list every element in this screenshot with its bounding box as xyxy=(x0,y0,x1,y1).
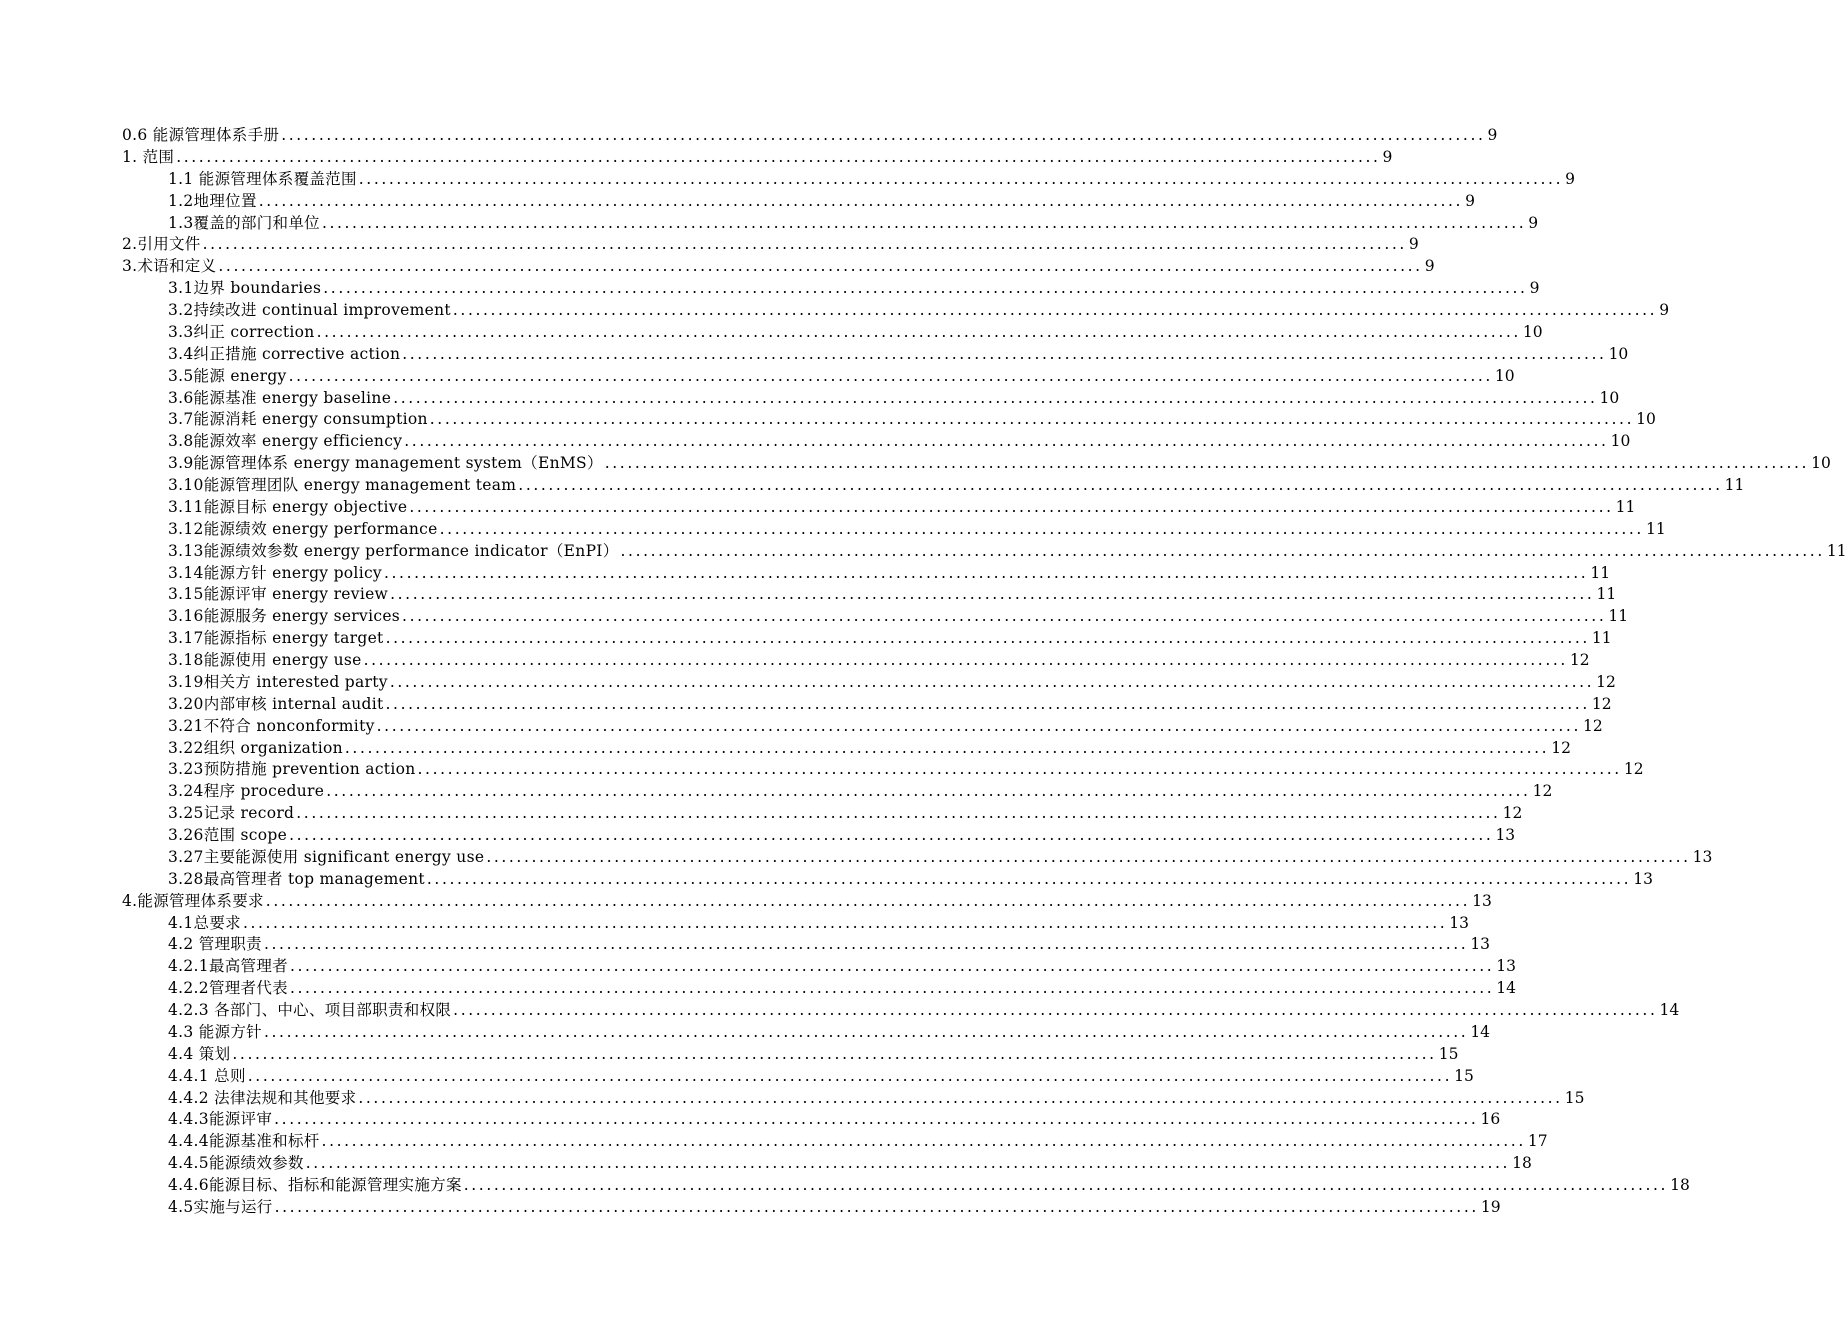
toc-entry-page: 13 xyxy=(1692,847,1713,866)
toc-entry-page: 12 xyxy=(1591,694,1612,713)
toc-leader-dots: ................................................................................................................................................................ xyxy=(463,1176,1669,1194)
toc-entry-label: 3.25记录 record xyxy=(168,804,295,823)
toc-entry-label: 4.3 能源方针 xyxy=(168,1022,262,1041)
toc-leader-dots: ................................................................................................................................................................ xyxy=(358,169,1564,188)
toc-leader-dots: ................................................................................................................................................................ xyxy=(242,913,1448,932)
toc-entry-page: 15 xyxy=(1438,1044,1459,1063)
toc-entry-label: 4.1总要求 xyxy=(168,913,241,932)
toc-leader-dots: ................................................................................................................................................................ xyxy=(288,366,1493,385)
toc-entry-label: 3.术语和定义 xyxy=(122,257,217,276)
toc-leader-dots: ................................................................................................................................................................ xyxy=(258,191,1464,210)
toc-leader-dots: ................................................................................................................................................................ xyxy=(316,322,1521,341)
toc-entry-page: 18 xyxy=(1512,1154,1532,1173)
toc-entry[interactable] xyxy=(0,475,1745,497)
toc-entry-page: 9 xyxy=(1528,213,1539,232)
toc-entry[interactable] xyxy=(0,847,1713,869)
toc-entry-label: 2.引用文件 xyxy=(122,235,201,254)
toc-entry-label: 3.7能源消耗 energy consumption xyxy=(168,410,428,429)
toc-entry-page: 11 xyxy=(1615,497,1636,516)
toc-entry-page: 13 xyxy=(1472,891,1492,910)
toc-entry-page: 13 xyxy=(1495,826,1516,844)
toc-leader-dots: ................................................................................................................................................................ xyxy=(604,454,1810,473)
toc-entry-label: 3.24程序 procedure xyxy=(168,782,325,801)
toc-entry[interactable] xyxy=(0,1066,1474,1088)
toc-entry[interactable] xyxy=(0,1000,1680,1022)
toc-entry[interactable] xyxy=(0,169,1575,191)
toc-entry-label: 1.1 能源管理体系覆盖范围 xyxy=(168,169,357,188)
toc-leader-dots: ................................................................................................................................................................ xyxy=(326,782,1531,801)
toc-entry-page: 9 xyxy=(1408,235,1419,254)
toc-leader-dots: ................................................................................................................................................................ xyxy=(358,1088,1563,1107)
toc-entry-page: 11 xyxy=(1608,607,1629,626)
toc-entry[interactable] xyxy=(0,563,1611,585)
toc-entry[interactable] xyxy=(0,234,1419,256)
toc-entry-label: 4.2 管理职责 xyxy=(168,935,262,954)
toc-entry-page: 14 xyxy=(1496,979,1517,998)
toc-entry-page: 9 xyxy=(1382,147,1393,166)
toc-entry-label: 3.17能源指标 energy target xyxy=(168,629,384,648)
toc-entry[interactable] xyxy=(0,803,1523,825)
toc-entry-page: 10 xyxy=(1494,366,1515,385)
toc-entry[interactable] xyxy=(0,628,1612,650)
toc-entry[interactable] xyxy=(0,1109,1501,1131)
toc-entry[interactable] xyxy=(0,497,1636,519)
toc-entry-page: 16 xyxy=(1480,1110,1501,1129)
toc-leader-dots: ................................................................................................................................................................ xyxy=(218,257,1423,276)
toc-entry-label: 3.18能源使用 energy use xyxy=(168,651,362,669)
toc-entry-page: 11 xyxy=(1590,563,1611,582)
toc-entry-page: 12 xyxy=(1502,804,1523,823)
toc-entry-page: 13 xyxy=(1633,869,1653,888)
toc-entry-label: 3.28最高管理者 top management xyxy=(168,869,425,888)
toc-entry[interactable] xyxy=(0,322,1543,344)
toc-entry-page: 15 xyxy=(1454,1066,1474,1085)
table-of-contents xyxy=(0,125,1847,1219)
toc-leader-dots: ................................................................................................................................................................ xyxy=(429,410,1635,429)
toc-entry[interactable] xyxy=(0,978,1517,1000)
toc-entry-page: 13 xyxy=(1449,913,1470,932)
toc-entry-label: 3.10能源管理团队 energy management team xyxy=(168,476,517,494)
toc-entry[interactable] xyxy=(0,1088,1585,1110)
toc-entry-label: 3.15能源评审 energy review xyxy=(168,585,389,604)
toc-entry[interactable] xyxy=(0,409,1656,431)
toc-entry-page: 11 xyxy=(1591,629,1612,648)
toc-entry-label: 4.2.2管理者代表 xyxy=(168,979,288,998)
toc-leader-dots: ................................................................................................................................................................ xyxy=(376,716,1581,735)
toc-leader-dots: ................................................................................................................................................................ xyxy=(232,1044,1437,1063)
toc-entry-label: 3.4纠正措施 corrective action xyxy=(168,344,401,363)
toc-entry[interactable] xyxy=(0,541,1847,563)
toc-entry[interactable] xyxy=(0,256,1435,278)
toc-entry-label: 4.4.2 法律法规和其他要求 xyxy=(168,1088,357,1107)
toc-entry[interactable] xyxy=(0,431,1631,453)
toc-entry-label: 4.4 策划 xyxy=(168,1044,231,1063)
toc-entry-page: 9 xyxy=(1487,126,1498,144)
toc-entry-label: 3.19相关方 interested party xyxy=(168,672,388,691)
toc-leader-dots: ................................................................................................................................................................ xyxy=(305,1154,1511,1173)
toc-entry-label: 3.27主要能源使用 significant energy use xyxy=(168,847,485,866)
toc-entry-page: 10 xyxy=(1599,388,1620,407)
toc-entry[interactable] xyxy=(0,781,1553,803)
toc-entry-page: 10 xyxy=(1522,322,1543,341)
toc-entry[interactable] xyxy=(0,869,1653,891)
toc-entry-label: 3.20内部审核 internal audit xyxy=(168,694,384,713)
toc-entry[interactable] xyxy=(0,213,1539,235)
toc-leader-dots: ................................................................................................................................................................ xyxy=(404,432,1609,451)
toc-leader-dots: ................................................................................................................................................................ xyxy=(323,279,1528,298)
toc-entry-page: 12 xyxy=(1532,782,1553,801)
toc-entry-page: 9 xyxy=(1465,191,1475,210)
toc-entry[interactable] xyxy=(0,956,1517,978)
toc-entry[interactable] xyxy=(0,738,1571,760)
toc-entry-label: 3.12能源绩效 energy performance xyxy=(168,519,438,538)
toc-entry-page: 15 xyxy=(1564,1088,1585,1107)
toc-entry-label: 4.5实施与运行 xyxy=(168,1197,273,1216)
toc-leader-dots: ................................................................................................................................................................ xyxy=(409,497,1614,516)
toc-entry-label: 3.1边界 boundaries xyxy=(168,279,322,298)
toc-entry-label: 4.4.6能源目标、指标和能源管理实施方案 xyxy=(168,1176,462,1194)
toc-entry[interactable] xyxy=(0,1131,1548,1153)
toc-leader-dots: ................................................................................................................................................................ xyxy=(265,891,1471,910)
toc-entry-label: 3.9能源管理体系 energy management system（EnMS） xyxy=(168,454,603,473)
toc-leader-dots: ................................................................................................................................................................ xyxy=(385,694,1590,713)
toc-entry-page: 18 xyxy=(1670,1176,1690,1194)
toc-leader-dots: ................................................................................................................................................................ xyxy=(344,738,1550,757)
toc-entry-page: 11 xyxy=(1826,541,1847,560)
toc-entry[interactable] xyxy=(0,606,1629,628)
toc-entry[interactable] xyxy=(0,1153,1532,1175)
toc-leader-dots: ................................................................................................................................................................ xyxy=(321,1132,1526,1151)
toc-entry-label: 4.2.1最高管理者 xyxy=(168,957,288,976)
toc-leader-dots: ................................................................................................................................................................ xyxy=(417,760,1622,779)
toc-entry-page: 10 xyxy=(1811,454,1831,473)
toc-leader-dots: ................................................................................................................................................................ xyxy=(453,1001,1658,1019)
toc-entry-page: 13 xyxy=(1496,957,1517,976)
toc-entry[interactable] xyxy=(0,453,1831,475)
toc-leader-dots: ................................................................................................................................................................ xyxy=(274,1197,1479,1216)
toc-entry[interactable] xyxy=(0,344,1629,366)
toc-entry[interactable] xyxy=(0,278,1540,300)
toc-leader-dots: ................................................................................................................................................................ xyxy=(176,147,1381,166)
toc-entry-page: 9 xyxy=(1529,279,1540,298)
toc-entry[interactable] xyxy=(0,694,1612,716)
toc-leader-dots: ................................................................................................................................................................ xyxy=(426,869,1632,888)
toc-entry[interactable] xyxy=(0,300,1670,322)
toc-entry[interactable] xyxy=(0,191,1475,213)
toc-entry-label: 3.6能源基准 energy baseline xyxy=(168,388,392,407)
toc-leader-dots: ................................................................................................................................................................ xyxy=(363,651,1568,669)
toc-entry-page: 12 xyxy=(1596,672,1616,691)
toc-entry-label: 3.11能源目标 energy objective xyxy=(168,497,408,516)
toc-entry-label: 4.4.1 总则 xyxy=(168,1066,246,1085)
toc-entry[interactable] xyxy=(0,650,1590,672)
toc-entry-label: 3.22组织 organization xyxy=(168,738,343,757)
toc-entry[interactable] xyxy=(0,1022,1491,1044)
toc-leader-dots: ................................................................................................................................................................ xyxy=(384,563,1589,582)
toc-entry-label: 1.2地理位置 xyxy=(168,191,257,210)
toc-entry-label: 1. 范围 xyxy=(122,147,175,166)
toc-leader-dots: ................................................................................................................................................................ xyxy=(289,979,1495,998)
toc-entry[interactable] xyxy=(0,125,1498,147)
toc-leader-dots: ................................................................................................................................................................ xyxy=(263,1022,1469,1041)
toc-entry-label: 3.26范围 scope xyxy=(168,826,288,844)
toc-entry-page: 10 xyxy=(1636,410,1656,429)
toc-entry[interactable] xyxy=(0,934,1491,956)
toc-entry-page: 9 xyxy=(1565,169,1575,188)
toc-leader-dots: ................................................................................................................................................................ xyxy=(390,585,1595,604)
toc-entry-label: 3.14能源方针 energy policy xyxy=(168,563,382,582)
toc-entry-page: 12 xyxy=(1569,651,1590,669)
toc-leader-dots: ................................................................................................................................................................ xyxy=(274,1110,1479,1129)
toc-entry[interactable] xyxy=(0,913,1470,935)
toc-entry[interactable] xyxy=(0,716,1603,738)
toc-entry-page: 11 xyxy=(1596,585,1617,604)
toc-entry[interactable] xyxy=(0,825,1516,847)
toc-entry[interactable] xyxy=(0,1175,1690,1197)
toc-leader-dots: ................................................................................................................................................................ xyxy=(281,126,1486,144)
toc-leader-dots: ................................................................................................................................................................ xyxy=(321,213,1527,232)
toc-entry-page: 14 xyxy=(1470,1022,1491,1041)
toc-entry-page: 10 xyxy=(1610,432,1631,451)
toc-entry[interactable] xyxy=(0,519,1666,541)
toc-entry[interactable] xyxy=(0,759,1644,781)
toc-leader-dots: ................................................................................................................................................................ xyxy=(393,388,1598,407)
toc-entry-label: 1.3覆盖的部门和单位 xyxy=(168,213,320,232)
toc-entry-page: 11 xyxy=(1645,519,1666,538)
toc-entry-page: 9 xyxy=(1424,257,1435,276)
toc-entry-label: 3.13能源绩效参数 energy performance indicator（EnPI） xyxy=(168,541,619,560)
toc-entry[interactable] xyxy=(0,891,1492,913)
toc-leader-dots: ................................................................................................................................................................ xyxy=(263,935,1469,954)
toc-leader-dots: ................................................................................................................................................................ xyxy=(389,672,1595,691)
toc-leader-dots: ................................................................................................................................................................ xyxy=(402,344,1607,363)
toc-entry-page: 17 xyxy=(1527,1132,1548,1151)
toc-leader-dots: ................................................................................................................................................................ xyxy=(452,301,1658,319)
toc-entry-page: 14 xyxy=(1659,1001,1680,1019)
toc-leader-dots: ................................................................................................................................................................ xyxy=(247,1066,1453,1085)
toc-leader-dots: ................................................................................................................................................................ xyxy=(620,541,1825,560)
toc-leader-dots: ................................................................................................................................................................ xyxy=(402,607,1607,626)
toc-entry[interactable] xyxy=(0,388,1620,410)
toc-entry-label: 4.4.3能源评审 xyxy=(168,1110,273,1129)
toc-leader-dots: ................................................................................................................................................................ xyxy=(296,804,1501,823)
toc-entry-label: 4.4.4能源基准和标杆 xyxy=(168,1132,320,1151)
toc-entry-label: 3.21不符合 nonconformity xyxy=(168,716,375,735)
toc-leader-dots: ................................................................................................................................................................ xyxy=(518,476,1723,494)
toc-entry[interactable] xyxy=(0,584,1617,606)
toc-entry-label: 4.4.5能源绩效参数 xyxy=(168,1154,304,1173)
toc-entry-page: 10 xyxy=(1608,344,1629,363)
toc-leader-dots: ................................................................................................................................................................ xyxy=(486,847,1691,866)
toc-entry-label: 4.2.3 各部门、中心、项目部职责和权限 xyxy=(168,1001,452,1019)
toc-leader-dots: ................................................................................................................................................................ xyxy=(289,826,1494,844)
toc-leader-dots: ................................................................................................................................................................ xyxy=(439,519,1644,538)
toc-entry-label: 3.23预防措施 prevention action xyxy=(168,760,416,779)
toc-entry-label: 3.5能源 energy xyxy=(168,366,287,385)
toc-entry-label: 3.16能源服务 energy services xyxy=(168,607,401,626)
toc-entry-page: 19 xyxy=(1480,1197,1501,1216)
toc-entry-label: 3.2持续改进 continual improvement xyxy=(168,301,451,319)
toc-entry[interactable] xyxy=(0,147,1393,169)
toc-leader-dots: ................................................................................................................................................................ xyxy=(202,235,1407,254)
toc-entry[interactable] xyxy=(0,1044,1459,1066)
toc-entry-label: 4.能源管理体系要求 xyxy=(122,891,264,910)
toc-entry[interactable] xyxy=(0,672,1616,694)
toc-entry-page: 11 xyxy=(1724,476,1745,494)
toc-entry[interactable] xyxy=(0,366,1515,388)
toc-entry-page: 12 xyxy=(1551,738,1571,757)
toc-entry-page: 9 xyxy=(1659,301,1670,319)
toc-entry-page: 13 xyxy=(1470,935,1491,954)
toc-leader-dots: ................................................................................................................................................................ xyxy=(289,957,1495,976)
toc-entry-page: 12 xyxy=(1623,760,1644,779)
toc-entry-label: 3.8能源效率 energy efficiency xyxy=(168,432,403,451)
toc-entry[interactable] xyxy=(0,1197,1501,1219)
toc-entry-label: 0.6 能源管理体系手册 xyxy=(122,126,280,144)
toc-entry-label: 3.3纠正 correction xyxy=(168,322,315,341)
toc-leader-dots: ................................................................................................................................................................ xyxy=(385,629,1590,648)
toc-entry-page: 12 xyxy=(1582,716,1603,735)
